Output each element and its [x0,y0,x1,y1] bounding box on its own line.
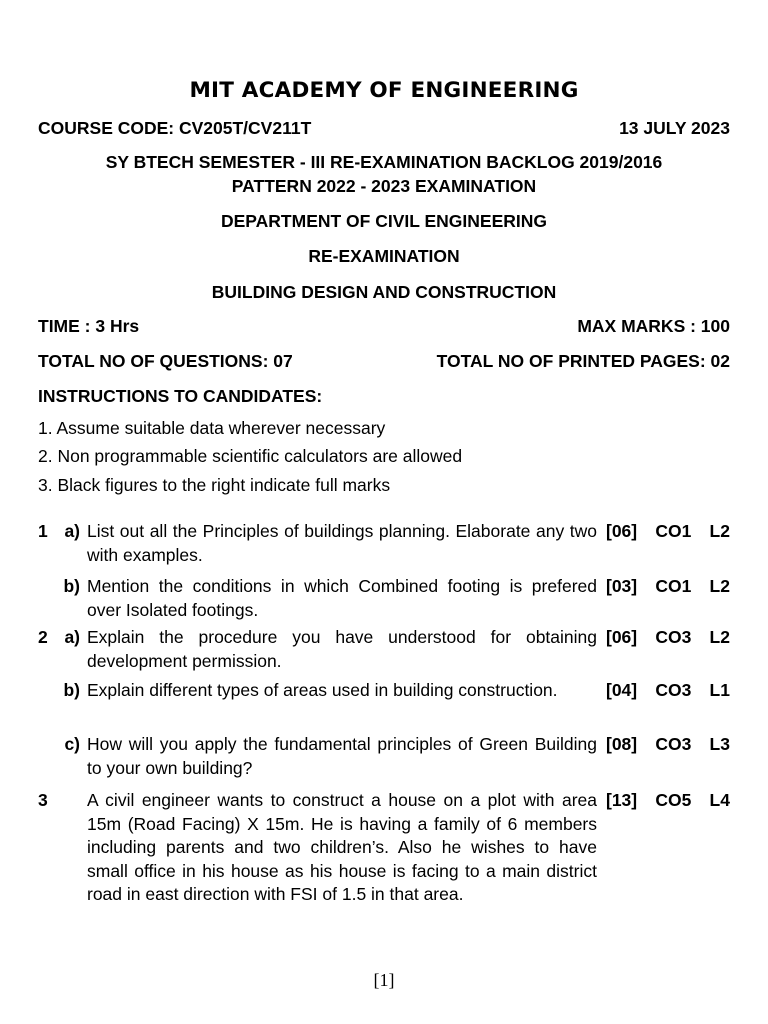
page-number: [1] [373,970,395,990]
question-text: List out all the Principles of buildings planning. Elaborate any two with examples. [87,521,597,565]
semester-line-2: PATTERN 2022 - 2023 EXAMINATION [231,176,537,196]
semester-line-1: SY BTECH SEMESTER - III RE-EXAMINATION BACKLOG 2019/2016 [105,152,663,172]
department: DEPARTMENT OF CIVIL ENGINEERING [220,211,548,231]
blooms-level: L3 [709,734,730,754]
marks-value: [06] [606,521,638,541]
question-marks [606,679,730,703]
course-code: COURSE CODE: CV205T/CV211T [38,118,312,138]
question-2c [38,733,730,781]
exam-type: RE-EXAMINATION [308,246,460,266]
subject-title: BUILDING DESIGN AND CONSTRUCTION [211,282,557,302]
question-1b [38,575,730,623]
course-outcome: CO1 [655,521,692,541]
question-3 [38,789,730,939]
blooms-level: L2 [709,627,730,647]
blooms-level: L2 [709,576,730,596]
question-part: c) [64,734,80,754]
question-number: 1 [38,521,48,541]
question-number: 3 [38,790,48,810]
blooms-level: L2 [709,521,730,541]
instructions-heading: INSTRUCTIONS TO CANDIDATES: [38,386,323,406]
question-part: a) [64,521,80,541]
blooms-level: L1 [709,680,730,700]
exam-time: TIME : 3 Hrs [38,316,140,336]
question-part: b) [63,680,80,700]
exam-date: 13 JULY 2023 [619,118,730,138]
course-outcome: CO5 [655,790,692,810]
total-pages: TOTAL NO OF PRINTED PAGES: 02 [436,351,730,371]
marks-value: [04] [606,680,638,700]
course-outcome: CO3 [655,627,692,647]
instruction-item: 2. Non programmable scientific calculators are allowed [38,446,463,466]
question-2a [38,626,730,674]
question-text: Explain the procedure you have understood for obtaining development permission. [87,627,597,671]
blooms-level: L4 [709,790,730,810]
question-marks [606,789,730,813]
question-marks [606,626,730,650]
marks-value: [13] [606,790,638,810]
question-marks [606,575,730,599]
question-text: How will you apply the fundamental principles of Green Building to your own building? [87,734,597,778]
time-marks-row [38,316,730,337]
marks-value: [03] [606,576,638,596]
question-text: A civil engineer wants to construct a house on a plot with area 15m (Road Facing) X 15m. He is having a family of 6 members including parents and two children’s. Also he wishes to have small office in his house as his house is facing to a main district road in east direction with FSI of 1.5 in that area. [87,790,597,904]
course-date-row [38,118,730,139]
instruction-item: 3. Black figures to the right indicate full marks [38,475,391,495]
question-marks [606,733,730,757]
question-marks [606,520,730,544]
instruction-item: 1. Assume suitable data wherever necessary [38,418,386,438]
total-questions: TOTAL NO OF QUESTIONS: 07 [38,351,293,371]
institution-name: MIT ACADEMY OF ENGINEERING [189,78,579,103]
marks-value: [06] [606,627,638,647]
question-part: b) [63,576,80,596]
course-outcome: CO3 [655,734,692,754]
marks-value: [08] [606,734,638,754]
question-number: 2 [38,627,48,647]
max-marks: MAX MARKS : 100 [577,316,730,336]
course-outcome: CO1 [655,576,692,596]
question-part: a) [64,627,80,647]
question-2b [38,679,730,727]
question-text: Explain different types of areas used in building construction. [87,680,558,700]
totals-row [38,351,730,372]
question-1a [38,520,730,568]
course-outcome: CO3 [655,680,692,700]
question-text: Mention the conditions in which Combined footing is prefered over Isolated footings. [87,576,597,620]
